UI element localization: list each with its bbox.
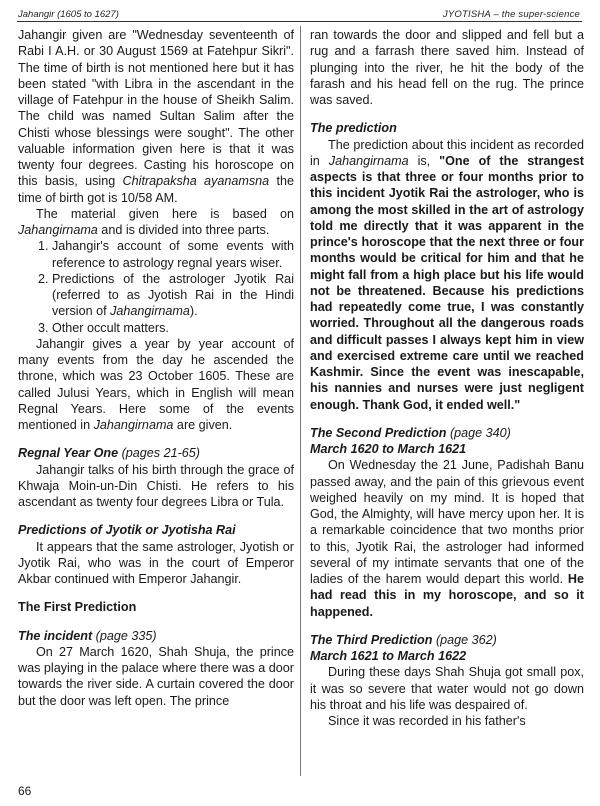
paragraph: The prediction about this incident as recorded in Jahangirnama is, "One of the strangest aspects is that three or four months prior to this incident Jyotik Rai the astrologer, who is among the most skilled in the art of astrology told me directly that it was apparent in the prince's horoscope that the next three or four months would be critical for him and that he might fall from a high place but his life would not be threatened. Because his predictions had repeatedly come true, I was constantly worried. Throughout all the dangerous roads and difficult passes I always kept him in view and exercised extreme care until we reached Kashmir. Since the event was inescapable, his nannies and nurses were just negligent enough. Thank God, it ended well." xyxy=(310,137,584,412)
list-item: 3. Other occult matters. xyxy=(52,320,294,336)
running-header-right xyxy=(443,9,580,20)
paragraph: ran towards the door and slipped and fell but a rug and a farrash there saved him. Instead of plunging into the river, he hit the body of the farash and his head fell on the rug. The prince was saved. xyxy=(310,28,584,107)
left-column xyxy=(18,27,294,709)
list-item: 1. Jahangir's account of some events with reference to astrology regnal years wiser. xyxy=(52,238,294,271)
running-header-subtitle: – the super-science xyxy=(490,9,580,20)
paragraph: Since it was recorded in his father's xyxy=(328,714,526,728)
paragraph: The material given here is based on Jahangirnama and is divided into three parts. xyxy=(18,206,294,237)
running-header-title: JYOTISHA xyxy=(442,9,491,20)
paragraph: It appears that the same astrologer, Jyotish or Jyotik Rai, who was in the court of Emperor Akbar continued with Emperor Jahangir. xyxy=(18,539,294,586)
paragraph: Jahangir given are "Wednesday seventeenth of Rabi I A.H. or 30 August 1569 at Fatehpur Sikri". The time of birth is not mentioned here but it has been stated "with Libra in the ascendant in the village of Fatehpur in the house of Sheikh Salim. The child was named Sultan Salim after the Chisti whose blessings were sought". The other valuable information given here is that it was twenty four degrees. Casting his horoscope on this basis, using Chitrapaksha ayanamsna the time of birth got is 10/58 AM. xyxy=(18,28,294,205)
right-column xyxy=(310,27,584,729)
section-heading: The First Prediction xyxy=(18,600,137,615)
header-rule xyxy=(17,21,582,22)
paragraph: On Wednesday the 21 June, Padishah Banu passed away, and the pain of this grievous event weighed heavily on my mind. It is hoped that God, the Almighty, will have mercy upon her. It is a remarkable coincidence that two months prior to this, Jyotik Rai, the astrologer had informed several of my intimate servants that one of the ladies of the harem would depart this world. He had read this in my horoscope, and so it happened. xyxy=(310,458,584,619)
numbered-list xyxy=(18,238,294,336)
page-number: 66 xyxy=(18,784,32,798)
paragraph: Jahangir talks of his birth through the grace of Khwaja Moin-un-Din Chisti. He refers to his ascendant as twenty four degrees Libra or Tula. xyxy=(18,462,294,509)
list-item: 2. Predictions of the astrologer Jyotik Rai (referred to as Jyotish Rai in the Hindi version of Jahangirnama). xyxy=(52,271,294,320)
section-heading: The Second Prediction (page 340) March 1620 to March 1621 xyxy=(310,425,511,456)
column-divider xyxy=(300,26,301,776)
paragraph: On 27 March 1620, Shah Shuja, the prince was playing in the palace where there was a door towards the river side. A curtain covered the door but the door was left open. The prince xyxy=(18,644,294,708)
running-header-left: Jahangir (1605 to 1627) xyxy=(18,9,119,20)
paragraph: Jahangir gives a year by year account of many events from the day he ascended the throne, which was 23 October 1605. These are called Julusi Years, which in English will mean Regnal Years. Here some of the events mentioned in Jahangirnama are given. xyxy=(18,336,294,432)
section-heading: The Third Prediction (page 362) March 1621 to March 1622 xyxy=(310,632,497,663)
section-heading: Predictions of Jyotik or Jyotisha Rai xyxy=(18,523,236,538)
section-heading: The incident (page 335) xyxy=(18,628,157,643)
section-heading: The prediction xyxy=(310,121,397,136)
paragraph: During these days Shah Shuja got small pox, it was so severe that water would not go down his throat and his life was despaired of. xyxy=(310,665,584,712)
section-heading: Regnal Year One (pages 21-65) xyxy=(18,446,201,461)
